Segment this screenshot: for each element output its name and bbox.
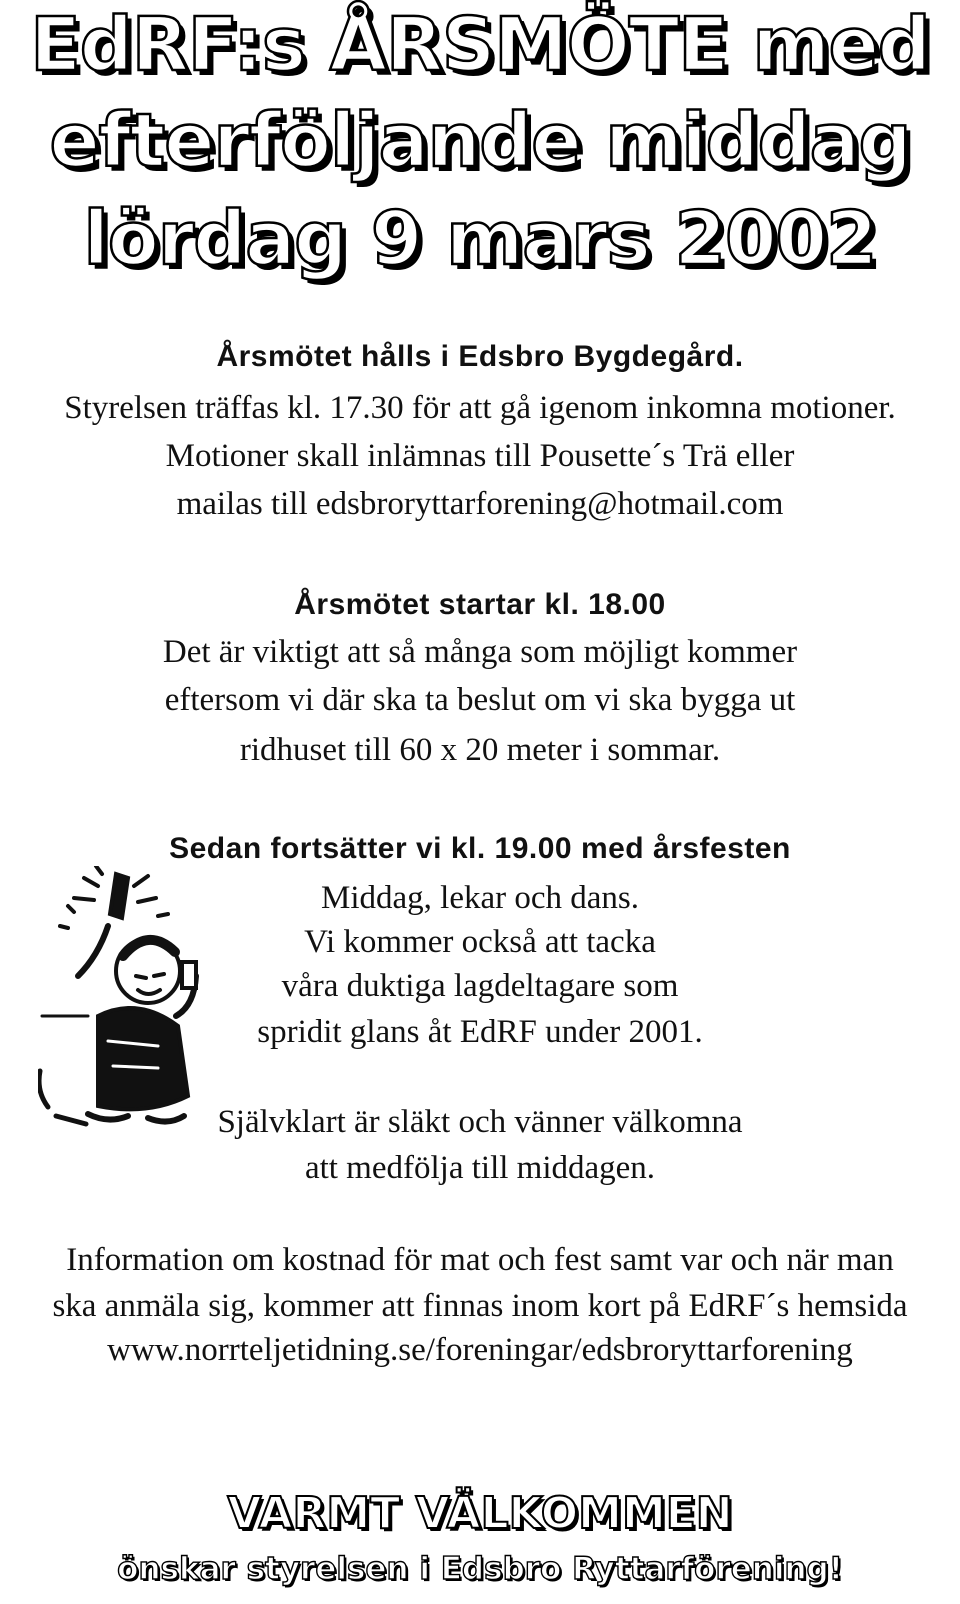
party-person-with-bottle-icon: [38, 866, 208, 1136]
guests-line-2: att medfölja till middagen.: [304, 1150, 656, 1186]
motions-line-1: Motioner skall inlämnas till Pousette´s Trä eller: [165, 438, 795, 474]
meeting-info-line-3: ridhuset till 60 x 20 meter i sommar.: [239, 732, 721, 768]
party-line-3: våra duktiga lagdeltagare som: [281, 968, 679, 1004]
info-line-2: ska anmäla sig, kommer att finnas inom kort på EdRF´s hemsida: [52, 1288, 908, 1324]
headline-line-3: lördag 9 mars 2002: [83, 196, 877, 282]
headline-line-1: EdRF:s ÅRSMÖTE med: [30, 2, 930, 88]
meeting-start-title: Årsmötet startar kl. 18.00: [294, 588, 666, 621]
headline-line-2: efterföljande middag: [49, 98, 911, 184]
welcome-heading: VARMT VÄLKOMMEN: [227, 1488, 733, 1539]
meeting-info-line-1: Det är viktigt att så många som möjligt kommer: [162, 634, 798, 670]
party-line-2: Vi kommer också att tacka: [304, 924, 656, 960]
info-line-1: Information om kostnad för mat och fest samt var och när man: [66, 1242, 894, 1278]
party-line-4: spridit glans åt EdRF under 2001.: [257, 1014, 703, 1050]
party-line-1: Middag, lekar och dans.: [321, 880, 639, 916]
motions-line-2: mailas till edsbroryttarforening@hotmail.com: [176, 486, 784, 522]
meeting-location: Årsmötet hålls i Edsbro Bygdegård.: [216, 340, 744, 373]
info-website: www.norrteljetidning.se/foreningar/edsbroryttarforening: [107, 1332, 853, 1368]
illustration: [38, 866, 208, 1136]
board-meeting-time: Styrelsen träffas kl. 17.30 för att gå igenom inkomna motioner.: [64, 390, 896, 426]
guests-line-1: Självklart är släkt och vänner välkomna: [217, 1104, 743, 1140]
welcome-signature: önskar styrelsen i Edsbro Ryttarförening!: [117, 1551, 843, 1587]
party-title: Sedan fortsätter vi kl. 19.00 med årsfesten: [169, 832, 791, 865]
meeting-info-line-2: eftersom vi där ska ta beslut om vi ska bygga ut: [164, 682, 796, 718]
